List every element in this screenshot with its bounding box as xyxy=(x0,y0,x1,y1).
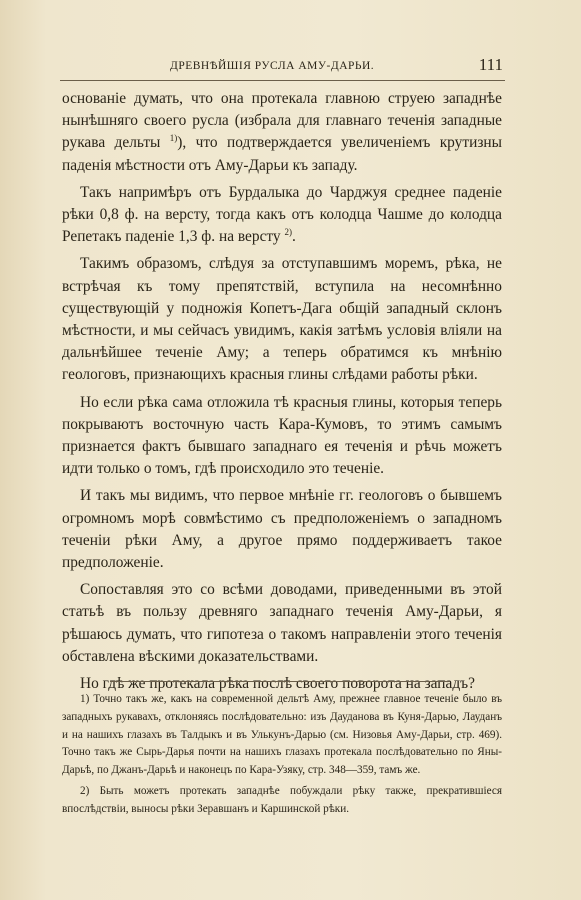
paragraph-1 xyxy=(62,88,502,177)
paragraph-2 xyxy=(62,182,502,249)
running-title: ДРЕВНѢЙШІЯ РУСЛА АМУ-ДАРЬИ. xyxy=(170,60,375,72)
footnotes xyxy=(62,691,502,822)
paragraph-4: Но если рѣка сама отложила тѣ красныя глины, которыя теперь покрываютъ восточную часть Кара-Кумовъ, то этимъ самымъ признается фактъ бывшаго западнаго ея теченія и рѣчь можетъ идти только о томъ, гдѣ происходило это теченіе. xyxy=(62,393,502,478)
paragraph-5: И такъ мы видимъ, что первое мнѣніе гг. геологовъ о бывшемъ огромномъ морѣ совмѣстимо съ предположеніемъ о западномъ теченіи рѣки Аму, а другое прямо поддерживаетъ такое предположеніе. xyxy=(62,487,502,572)
footnote-ref-1: 1) xyxy=(169,133,178,144)
paragraph-1-rest: ), что подтверждается увеличеніемъ крутизны паденія мѣстности отъ Аму-Дарьи къ западу. xyxy=(62,134,502,174)
paragraph-6: Сопоставляя это со всѣми доводами, приведенными въ этой статьѣ въ пользу древняго западнаго теченія Аму-Дарьи, я рѣшаюсь думать, что гипотеза о такомъ направленіи этого теченія обставлена вѣскими доказательствами. xyxy=(62,581,502,665)
paragraph-1-text: основаніе думать, что она протекала главною струею западнѣе нынѣшняго своего русла (избрала для главнаго теченія западные рукава дельты xyxy=(62,90,502,152)
footnote-2: 2) Быть можетъ протекать западнѣе побуждали рѣку также, прекратившіеся впослѣдствіи, выносы рѣки Зеравшанъ и Каршинской рѣки. xyxy=(62,784,502,815)
page-number: 111 xyxy=(478,55,503,74)
footnote-divider xyxy=(110,681,450,682)
footnote-1: 1) Точно такъ же, какъ на современной дельтѣ Аму, прежнее главное теченіе было въ западныхъ рукавахъ, отклоняясь послѣдовательно: изъ Дауданова въ Куня-Дарью, Лауданъ и на нашихъ глазахъ въ Талдыкъ и въ Улькунъ-Дарью (см. Низовья Аму-Дарьи, стр. 469). Точно такъ же Сырь-Дарья почти на нашихъ глазахъ протекала послѣдовательно по Яны-Дарьѣ, по Джанъ-Дарьѣ и наконецъ по Кара-Узяку, стр. 348—359, тамъ же. xyxy=(62,693,502,777)
paragraph-3: Такимъ образомъ, слѣдуя за отступавшимъ моремъ, рѣка, не встрѣчая къ тому препятствій, вступила на несомнѣнно существующій у подножія Копетъ-Дага общій западный склонъ мѣстности, и мы сейчасъ увидимъ, какія затѣмъ условія вліяли на дальнѣйшее теченіе Аму; а теперь обратимся къ мнѣнію геологовъ, признающихъ красныя глины слѣдами работы рѣки. xyxy=(62,255,502,384)
page-header xyxy=(60,52,505,81)
paragraph-2-end: . xyxy=(291,228,296,246)
footnote-ref-2: 2) xyxy=(284,227,292,238)
paragraph-2-text: Такъ напримѣръ отъ Бурдалыка до Чарджуя среднее паденіе рѣки 0,8 ф. на версту, тогда какъ отъ колодца Чашме до колодца Репетакъ паденіе 1,3 ф. на версту xyxy=(62,183,502,246)
paragraph-7: Но гдѣ же протекала рѣка послѣ своего поворота на западъ? xyxy=(80,675,475,693)
main-text xyxy=(62,88,502,700)
